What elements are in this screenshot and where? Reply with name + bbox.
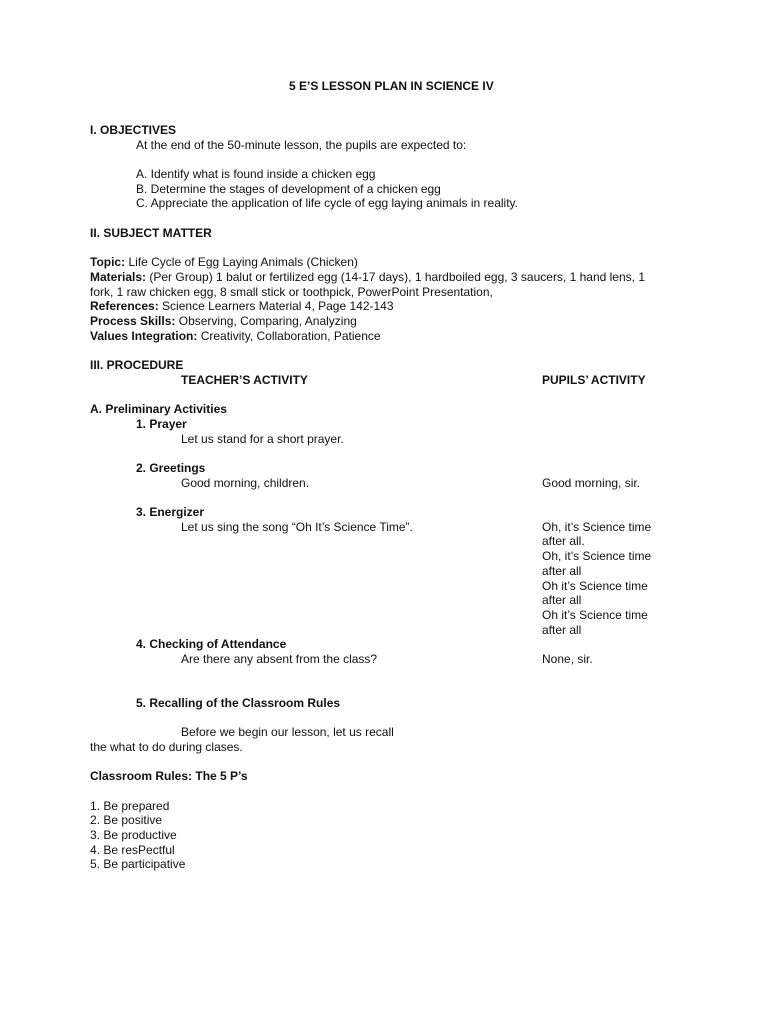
references-line [90, 299, 394, 313]
skills-line [90, 314, 357, 328]
references-value: Science Learners Material 4, Page 142-143 [162, 299, 394, 313]
attendance-pupil: None, sir. [542, 652, 593, 666]
document-title: 5 E’S LESSON PLAN IN SCIENCE IV [289, 79, 494, 93]
prayer-teacher: Let us stand for a short prayer. [181, 432, 344, 446]
energizer-pupil-line: after all [542, 564, 582, 578]
objective-item: A. Identify what is found inside a chicken egg [136, 167, 376, 181]
preliminary-heading: A. Preliminary Activities [90, 402, 227, 416]
classroom-rule-item: 1. Be prepared [90, 799, 170, 813]
materials-line [90, 270, 645, 284]
teacher-activity-header: TEACHER’S ACTIVITY [181, 373, 308, 387]
attendance-teacher: Are there any absent from the class? [181, 652, 378, 666]
rules-recall-heading: 5. Recalling of the Classroom Rules [136, 696, 341, 710]
rules-recall-teacher-continued: the what to do during clases. [90, 740, 243, 754]
materials-continued: fork, 1 raw chicken egg, 8 small stick or toothpick, PowerPoint Presentation, [90, 285, 493, 299]
objective-item: C. Appreciate the application of life cycle of egg laying animals in reality. [136, 196, 518, 210]
energizer-heading: 3. Energizer [136, 505, 205, 519]
classroom-rule-item: 5. Be participative [90, 857, 186, 871]
energizer-pupil-line: after all [542, 623, 582, 637]
energizer-pupil-line: Oh, it’s Science time [542, 549, 652, 563]
pupils-activity-header: PUPILS’ ACTIVITY [542, 373, 646, 387]
prayer-heading: 1. Prayer [136, 417, 187, 431]
attendance-heading: 4. Checking of Attendance [136, 637, 287, 651]
greetings-pupil: Good morning, sir. [542, 476, 641, 490]
energizer-pupil-line: after all [542, 593, 582, 607]
topic-label: Topic: [90, 255, 126, 269]
objective-item: B. Determine the stages of development of a chicken egg [136, 182, 441, 196]
energizer-pupil-line: after all. [542, 534, 585, 548]
classroom-rule-item: 3. Be productive [90, 828, 177, 842]
energizer-pupil-line: Oh, it’s Science time [542, 520, 652, 534]
objectives-heading: I. OBJECTIVES [90, 123, 177, 137]
values-line [90, 329, 381, 343]
materials-value: (Per Group) 1 balut or fertilized egg (14-17 days), 1 hardboiled egg, 3 saucers, 1 hand lens, 1 [149, 270, 645, 284]
energizer-teacher: Let us sing the song “Oh It’s Science Time”. [181, 520, 413, 534]
skills-label: Process Skills: [90, 314, 176, 328]
topic-value: Life Cycle of Egg Laying Animals (Chicken) [128, 255, 358, 269]
classroom-rule-item: 4. Be resPectful [90, 843, 175, 857]
rules-recall-teacher: Before we begin our lesson, let us recall [181, 725, 394, 739]
values-label: Values Integration: [90, 329, 198, 343]
values-value: Creativity, Collaboration, Patience [200, 329, 381, 343]
greetings-heading: 2. Greetings [136, 461, 206, 475]
skills-value: Observing, Comparing, Analyzing [178, 314, 357, 328]
classroom-rules-heading: Classroom Rules: The 5 P’s [90, 769, 248, 783]
energizer-pupil-line: Oh it’s Science time [542, 608, 648, 622]
topic-line [90, 255, 358, 269]
objectives-intro: At the end of the 50-minute lesson, the pupils are expected to: [136, 138, 467, 152]
energizer-pupil-line: Oh it’s Science time [542, 579, 648, 593]
references-label: References: [90, 299, 159, 313]
materials-label: Materials: [90, 270, 147, 284]
subject-matter-heading: II. SUBJECT MATTER [90, 226, 212, 240]
classroom-rule-item: 2. Be positive [90, 813, 163, 827]
greetings-teacher: Good morning, children. [181, 476, 310, 490]
procedure-heading: III. PROCEDURE [90, 358, 184, 372]
